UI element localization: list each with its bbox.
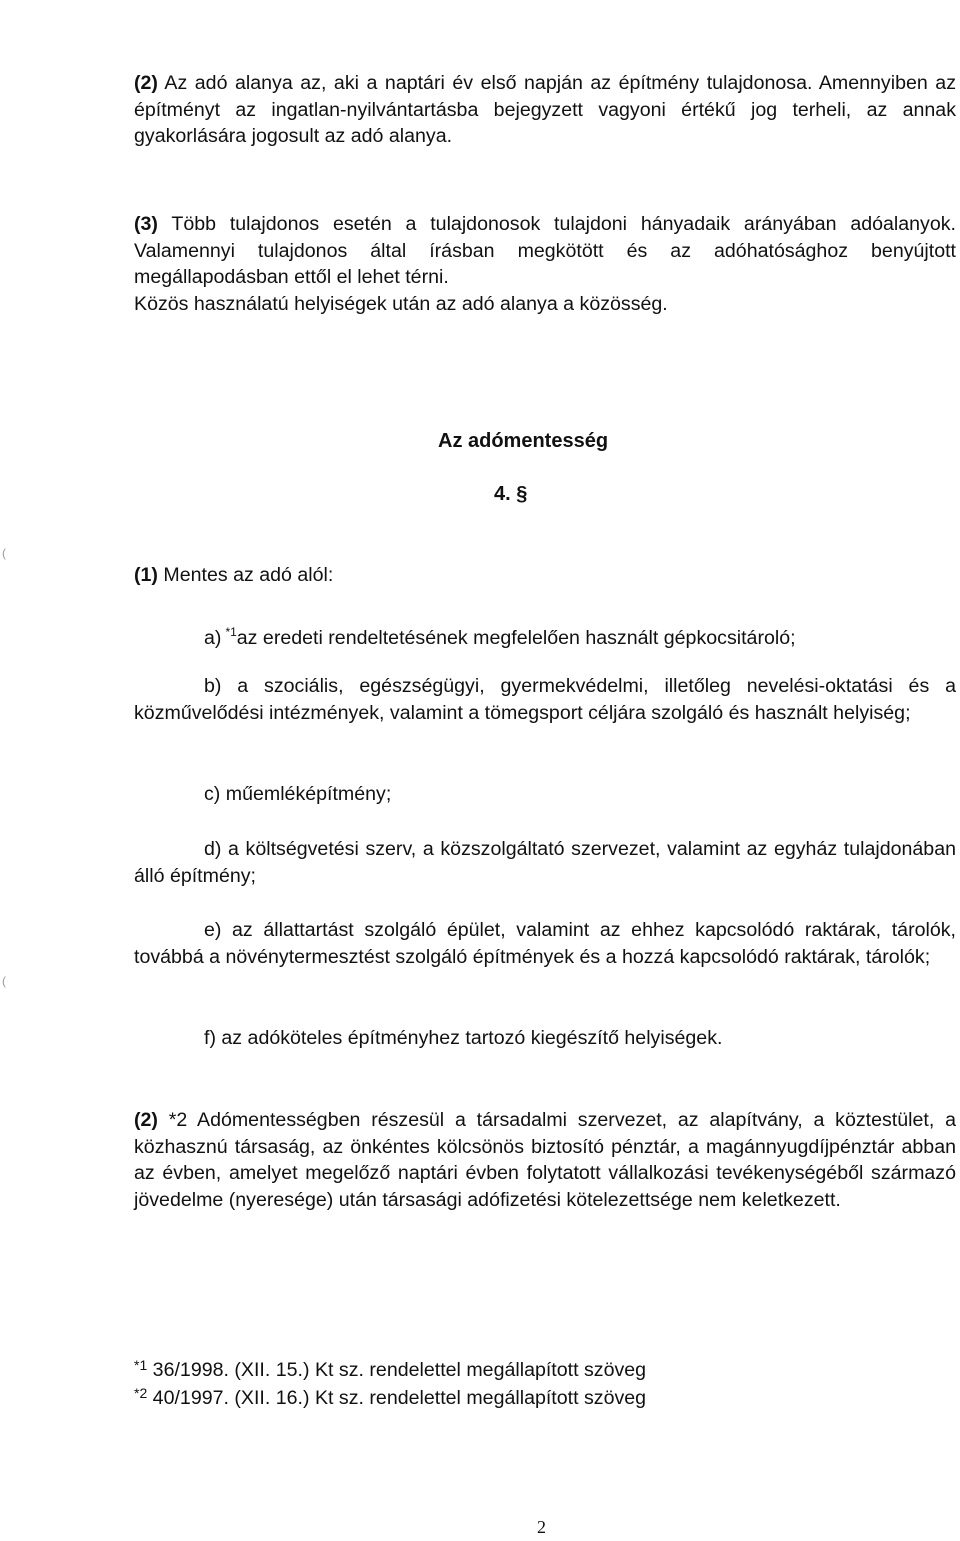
paragraph-text: Több tulajdonos esetén a tulajdonosok tulajdoni hányadaik arányában adóalanyok. Valamennyi tulajdonos által írásban megkötött és az adóhatósághoz benyújtott megállapodásban ettől el lehet térni. (134, 213, 956, 288)
item-text: az eredeti rendeltetésének megfelelően használt gépkocsitároló; (236, 627, 796, 649)
scan-speck: ( (2, 546, 6, 560)
paragraph-marker: (2) (134, 1109, 158, 1131)
paragraph-text: Közös használatú helyiségek után az adó alanya a közösség. (134, 293, 668, 315)
paragraph-text: Az adó alanya az, aki a naptári év első napján az építmény tulajdonosa. Amennyiben az építményt az ingatlan-nyilvántartásba bejegyzett vagyoni értékű jog terheli, az annak gyakorlására jogosult az adó alanya. (134, 72, 956, 147)
paragraph-text: Adómentességben részesül a társadalmi szervezet, az alapítvány, a köztestület, a közhasznú társaság, az önkéntes kölcsönös biztosító pénztár, a magánnyugdíjpénztár abban az évben, amelyet megelőző naptári évben folytatott vállalkozási tevékenységéből származó jövedelme (nyeresége) után társasági adófizetési kötelezettsége nem keletkezett. (134, 1109, 956, 1211)
section-number: 4. § (494, 483, 528, 505)
item-label: a) (204, 627, 222, 649)
paragraph-2 (134, 70, 956, 150)
exemptions-intro (134, 562, 956, 589)
section-heading: Az adómentesség (438, 430, 609, 452)
footnote-text: 40/1997. (XII. 16.) Kt sz. rendelettel megállapított szöveg (147, 1387, 647, 1409)
footnote-reference: *2 (168, 1109, 188, 1131)
paragraph-marker: (2) (134, 72, 158, 94)
paragraph-2-exemption (134, 1107, 956, 1213)
exemption-item-b: b) a szociális, egészségügyi, gyermekvédelmi, illetőleg nevelési-oktatási és a közművelődési intézmények, valamint a tömegsport céljára szolgáló és használt helyiség; (134, 675, 956, 724)
footnote-mark: *1 (134, 1357, 148, 1373)
footnote-text: 36/1998. (XII. 15.) Kt sz. rendelettel megállapított szöveg (147, 1359, 647, 1381)
paragraph-marker: (1) (134, 564, 158, 586)
scan-speck: ( (2, 974, 6, 988)
footnote-2 (134, 1380, 646, 1411)
paragraph-3-line-2 (134, 291, 956, 318)
exemption-item-e: e) az állattartást szolgáló épület, valamint az ehhez kapcsolódó raktárak, tárolók, továbbá a növénytermesztést szolgáló építmények és a hozzá kapcsolódó raktárak, tárolók; (134, 919, 956, 968)
exemption-item-a (204, 619, 796, 652)
footnote-reference: *1 (225, 625, 237, 639)
paragraph-text: Mentes az adó alól: (157, 564, 334, 586)
paragraph-marker: (3) (134, 213, 158, 235)
footnote-1 (134, 1352, 646, 1383)
exemption-item-d: d) a költségvetési szerv, a közszolgáltató szervezet, valamint az egyház tulajdonában álló építmény; (134, 838, 956, 887)
footnote-mark: *2 (134, 1385, 148, 1401)
page-number: 2 (537, 1517, 546, 1537)
exemption-item-f: f) az adóköteles építményhez tartozó kiegészítő helyiségek. (204, 1027, 723, 1049)
paragraph-3 (134, 211, 956, 291)
exemption-item-c: c) műemléképítmény; (204, 783, 392, 805)
